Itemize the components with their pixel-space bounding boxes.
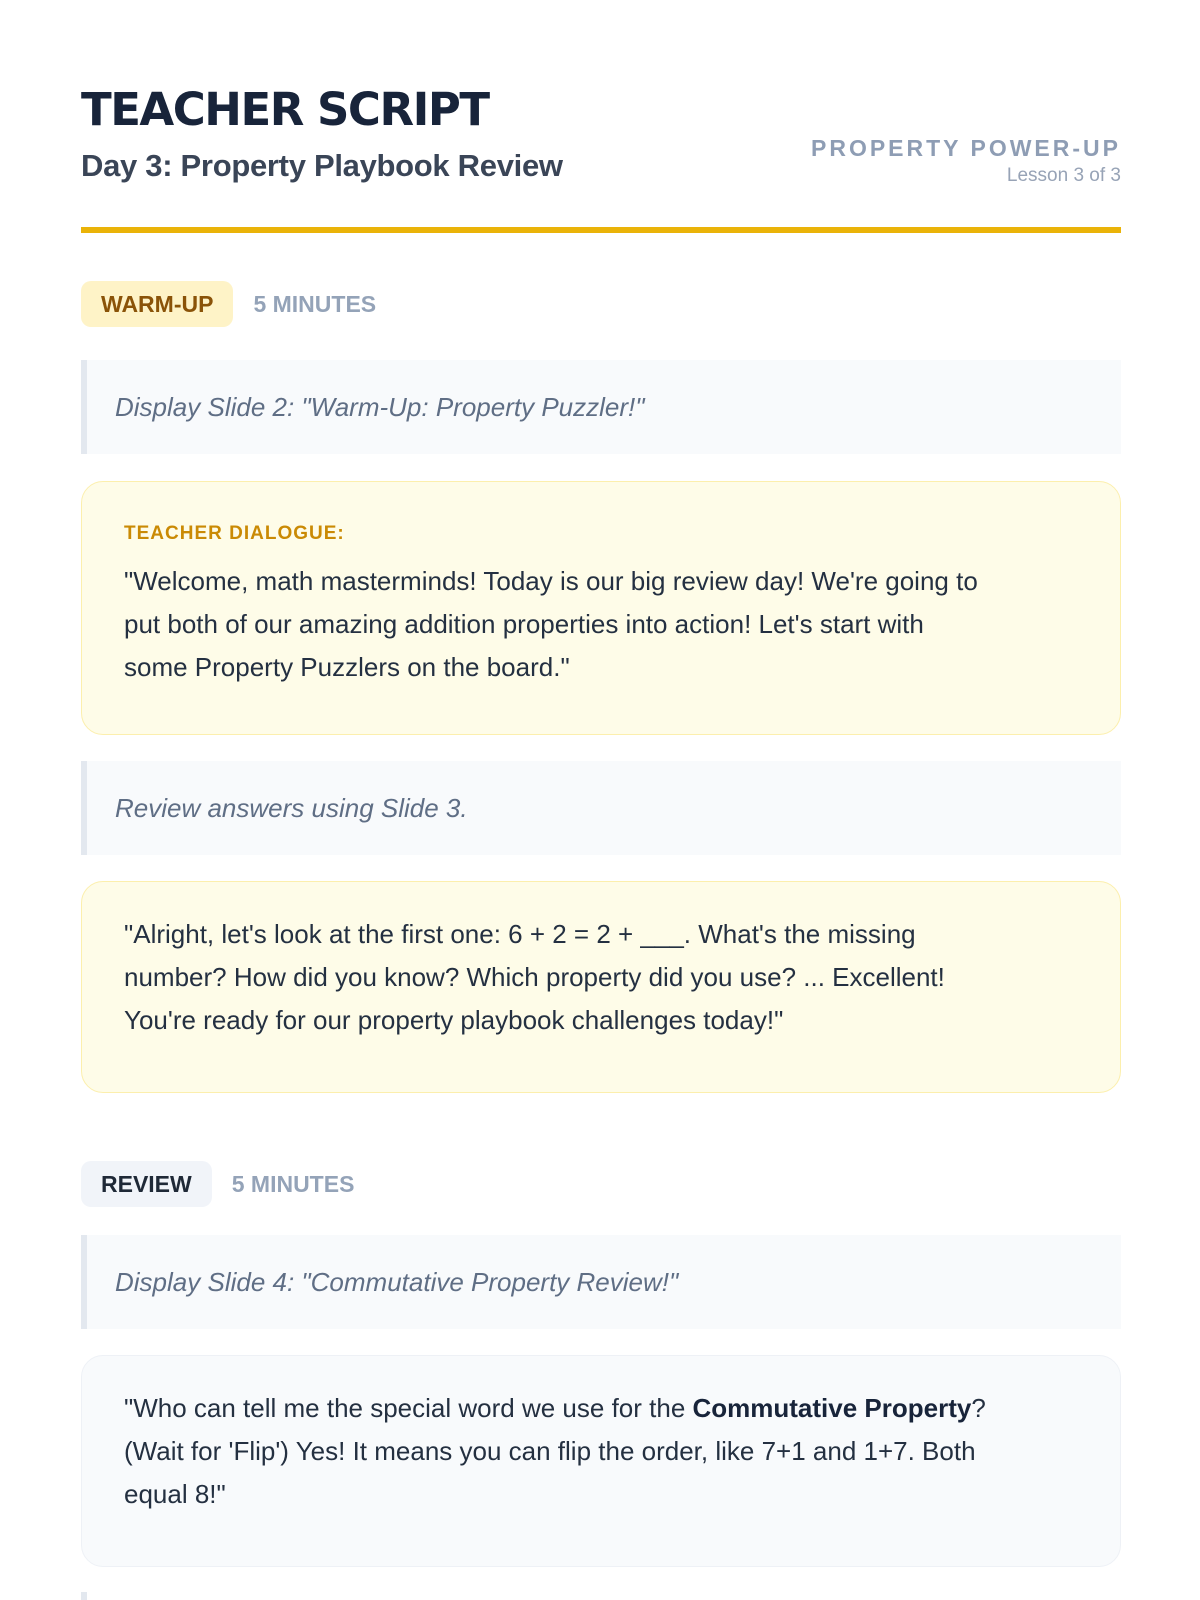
- section-badge-review: REVIEW: [81, 1161, 212, 1207]
- dialogue-line: You're ready for our property playbook challenges today!": [124, 1005, 784, 1035]
- brand-block: [811, 133, 1121, 189]
- next-stage-direction-edge: [81, 1592, 87, 1600]
- header-divider: [81, 227, 1121, 233]
- dialogue-text: [124, 1387, 1078, 1516]
- dialogue-text-segment: ?: [971, 1393, 986, 1423]
- dialogue-line: put both of our amazing addition properties into action! Let's start with: [124, 609, 924, 639]
- brand-name: PROPERTY POWER-UP: [811, 135, 1121, 161]
- dialogue-line: (Wait for 'Flip') Yes! It means you can flip the order, like 7+1 and 1+7. Both: [124, 1436, 976, 1466]
- page-title: TEACHER SCRIPT: [81, 83, 489, 136]
- dialogue-text-segment: "Who can tell me the special word we use for the: [124, 1393, 693, 1423]
- dialogue-text: [124, 913, 1078, 1042]
- page-subtitle: Day 3: Property Playbook Review: [81, 148, 563, 183]
- teacher-script-page: [81, 0, 1121, 1509]
- dialogue-line: "Alright, let's look at the first one: 6 + 2 = 2 + ___. What's the missing: [124, 919, 916, 949]
- section-badge-warm-up: WARM-UP: [81, 281, 233, 327]
- dialogue-line: some Property Puzzlers on the board.": [124, 652, 570, 682]
- dialogue-text: [124, 560, 1078, 689]
- stage-direction: Display Slide 4: "Commutative Property Review!": [81, 1235, 1121, 1329]
- section-header-review: [81, 1161, 354, 1207]
- lesson-indicator: Lesson 3 of 3: [1006, 165, 1121, 186]
- dialogue-line: equal 8!": [124, 1479, 226, 1509]
- section-duration: 5 MINUTES: [231, 1170, 355, 1197]
- teacher-dialogue-box: [81, 1355, 1121, 1567]
- section-header-warm-up: [81, 281, 376, 327]
- script-header: [81, 0, 1121, 233]
- dialogue-label: TEACHER DIALOGUE:: [124, 523, 345, 544]
- stage-direction: Review answers using Slide 3.: [81, 761, 1121, 855]
- teacher-dialogue-box: [81, 481, 1121, 735]
- key-term-commutative-property: Commutative Property: [692, 1393, 972, 1423]
- dialogue-line: "Welcome, math masterminds! Today is our big review day! We're going to: [124, 566, 978, 596]
- dialogue-line: number? How did you know? Which property did you use? ... Excellent!: [124, 962, 945, 992]
- section-duration: 5 MINUTES: [253, 290, 377, 317]
- stage-direction: Display Slide 2: "Warm-Up: Property Puzzler!": [81, 360, 1121, 454]
- dialogue-line: [124, 1387, 1078, 1430]
- teacher-dialogue-box: [81, 881, 1121, 1093]
